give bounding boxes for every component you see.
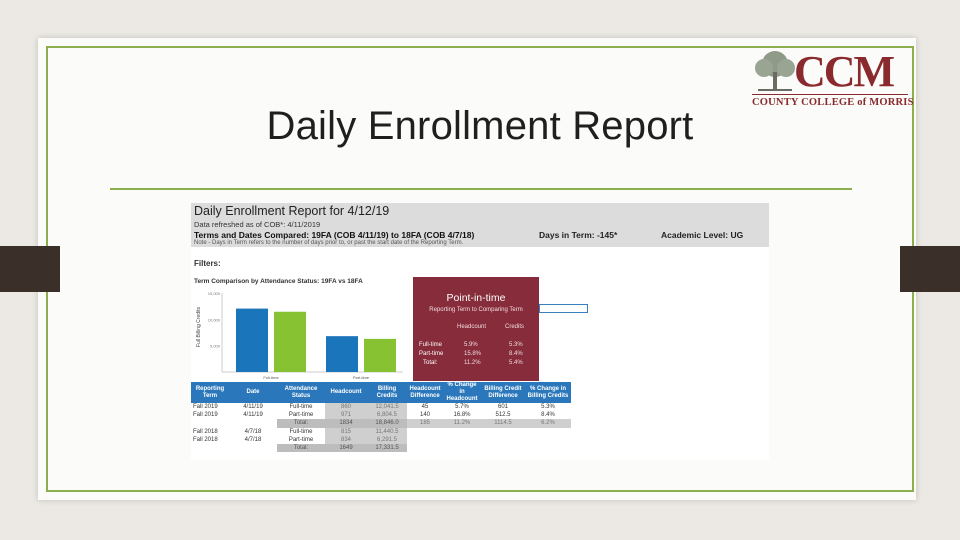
table-cell — [525, 428, 571, 436]
table-cell: 4/7/18 — [244, 436, 262, 443]
table-cell: Total: — [277, 444, 325, 452]
selected-cell[interactable] — [539, 304, 588, 313]
report-header — [191, 203, 769, 247]
table-cell: 1114.5 — [481, 419, 525, 427]
pit-row-label: Part-time — [419, 351, 444, 357]
table-cell: 4/11/19 — [243, 404, 263, 411]
chart-bar[interactable] — [236, 309, 268, 372]
table-cell: Fall 2019 — [193, 412, 218, 419]
pit-row-label: Total: — [423, 360, 438, 366]
table-cell — [407, 444, 443, 452]
table-cell: 815 — [325, 428, 367, 436]
table-cell: 5.3% — [541, 404, 555, 411]
col-pct-change-billing-credits[interactable]: % Change in Billing Credits — [525, 382, 571, 403]
academic-level: Academic Level: UG — [661, 230, 744, 240]
table-cell: 17,331.5 — [367, 444, 407, 452]
pit-row-credits: 5.3% — [509, 342, 523, 348]
report-screenshot — [191, 203, 769, 460]
table-cell — [443, 444, 481, 452]
table-cell: 5.7% — [455, 404, 469, 411]
days-in-term: Days in Term: -145* — [539, 230, 618, 240]
chart-bar[interactable] — [274, 312, 306, 372]
table-cell — [191, 419, 229, 427]
table-cell: 140 — [419, 412, 430, 419]
table-cell: 1649 — [325, 444, 367, 452]
report-refreshed: Data refreshed as of COB*: 4/11/2019 — [194, 220, 321, 229]
table-cell: 6,804.5 — [367, 411, 407, 419]
col-billing-credits[interactable]: Billing Credits — [367, 382, 407, 403]
table-row — [191, 428, 571, 436]
chart-category-label: Part-time — [352, 375, 370, 380]
pit-row-headcount: 11.2% — [464, 360, 481, 366]
table-cell: Fall 2018 — [193, 436, 218, 443]
table-cell: 8.4% — [541, 412, 555, 419]
table-cell: 860 — [325, 403, 367, 411]
table-cell: Fall 2018 — [193, 428, 218, 435]
enrollment-bar-chart — [194, 287, 409, 382]
table-cell: 512.5 — [495, 412, 511, 419]
table-cell: 18,846.0 — [367, 419, 407, 427]
table-row — [191, 419, 571, 427]
slide-title: Daily Enrollment Report — [266, 104, 694, 148]
table-cell: 12,041.5 — [367, 403, 407, 411]
table-cell: Total: — [277, 419, 325, 427]
table-cell: Full-time — [289, 404, 313, 411]
table-row — [191, 403, 571, 411]
pit-row-credits: 8.4% — [509, 351, 523, 357]
right-tab-accent — [900, 246, 960, 292]
chart-bar[interactable] — [326, 336, 358, 372]
chart-y-tick-label: 10,000 — [207, 317, 220, 323]
table-cell: Full-time — [289, 428, 313, 435]
left-tab-accent — [0, 246, 60, 292]
logo-full-name: COUNTY COLLEGE of MORRIS — [752, 94, 908, 108]
table-cell — [481, 444, 525, 452]
point-in-time-subtitle: Reporting Term to Comparing Term — [429, 307, 523, 313]
table-cell — [525, 444, 571, 452]
table-cell: Fall 2019 — [193, 404, 218, 411]
report-note: Note - Days in Term refers to the number of days prior to, or past the start date of the Reporting Term. — [194, 240, 464, 246]
table-cell: 4/11/19 — [243, 412, 263, 419]
col-headcount-difference[interactable]: Headcount Difference — [407, 382, 443, 403]
col-pct-change-headcount[interactable]: % Change in Headcount — [443, 382, 481, 403]
table-cell: 6.2% — [525, 419, 571, 427]
table-cell: 971 — [325, 411, 367, 419]
chart-bar[interactable] — [364, 339, 396, 372]
col-date[interactable]: Date — [229, 382, 277, 403]
table-cell — [407, 428, 443, 436]
table-row — [191, 411, 571, 419]
table-cell: Part-time — [288, 436, 314, 443]
table-cell — [525, 436, 571, 444]
table-cell — [229, 419, 277, 427]
chart-y-tick-label: 15,000 — [207, 291, 220, 296]
table-cell: 11,440.5 — [367, 428, 407, 436]
table-cell: 16.8% — [453, 412, 471, 419]
ccm-logo — [750, 47, 914, 112]
col-attendance-status[interactable]: Attendance Status — [277, 382, 325, 403]
table-cell: 6,291.5 — [367, 436, 407, 444]
chart-y-label: Full Billing Credits — [196, 306, 202, 347]
table-cell — [481, 428, 525, 436]
col-headcount[interactable]: Headcount — [325, 382, 367, 403]
pit-row-credits: 5.4% — [509, 360, 523, 366]
title-divider — [110, 188, 852, 190]
point-in-time-panel — [413, 277, 539, 381]
table-cell — [229, 444, 277, 452]
pit-col-credits: Credits — [505, 324, 525, 330]
table-cell: 1834 — [325, 419, 367, 427]
table-cell: 4/7/18 — [244, 428, 262, 435]
table-cell: 45 — [421, 404, 429, 411]
table-cell — [191, 444, 229, 452]
chart-y-tick-label: 5,000 — [209, 343, 220, 349]
table-cell: 601 — [497, 404, 508, 411]
table-cell — [443, 436, 481, 444]
logo-abbreviation: CCM — [794, 47, 894, 96]
filters-label: Filters: — [194, 259, 221, 268]
table-cell: 11.2% — [443, 419, 481, 427]
table-cell: Part-time — [288, 412, 314, 419]
table-cell — [407, 436, 443, 444]
table-cell — [481, 436, 525, 444]
report-terms: Terms and Dates Compared: 19FA (COB 4/11/19) to 18FA (COB 4/7/18) — [194, 230, 475, 240]
table-cell: 834 — [325, 436, 367, 444]
chart-category-label: Full-time — [263, 375, 279, 380]
table-cell: 185 — [407, 419, 443, 427]
report-title: Daily Enrollment Report for 4/12/19 — [194, 204, 390, 218]
tree-logo-icon — [752, 48, 798, 94]
col-reporting-term[interactable]: Reporting Term — [191, 382, 229, 403]
table-row — [191, 444, 571, 452]
table-row — [191, 436, 571, 444]
pit-col-headcount: Headcount — [457, 324, 487, 330]
table-cell — [443, 428, 481, 436]
point-in-time-title: Point-in-time — [446, 292, 506, 304]
table-header-row — [191, 382, 571, 403]
pit-row-label: Full-time — [419, 342, 443, 348]
chart-title: Term Comparison by Attendance Status: 19FA vs 18FA — [194, 278, 363, 285]
col-billing-credit-difference[interactable]: Billing Credit Difference — [481, 382, 525, 403]
enrollment-table — [191, 382, 571, 452]
pit-row-headcount: 15.8% — [464, 351, 482, 357]
pit-row-headcount: 5.9% — [464, 342, 478, 348]
